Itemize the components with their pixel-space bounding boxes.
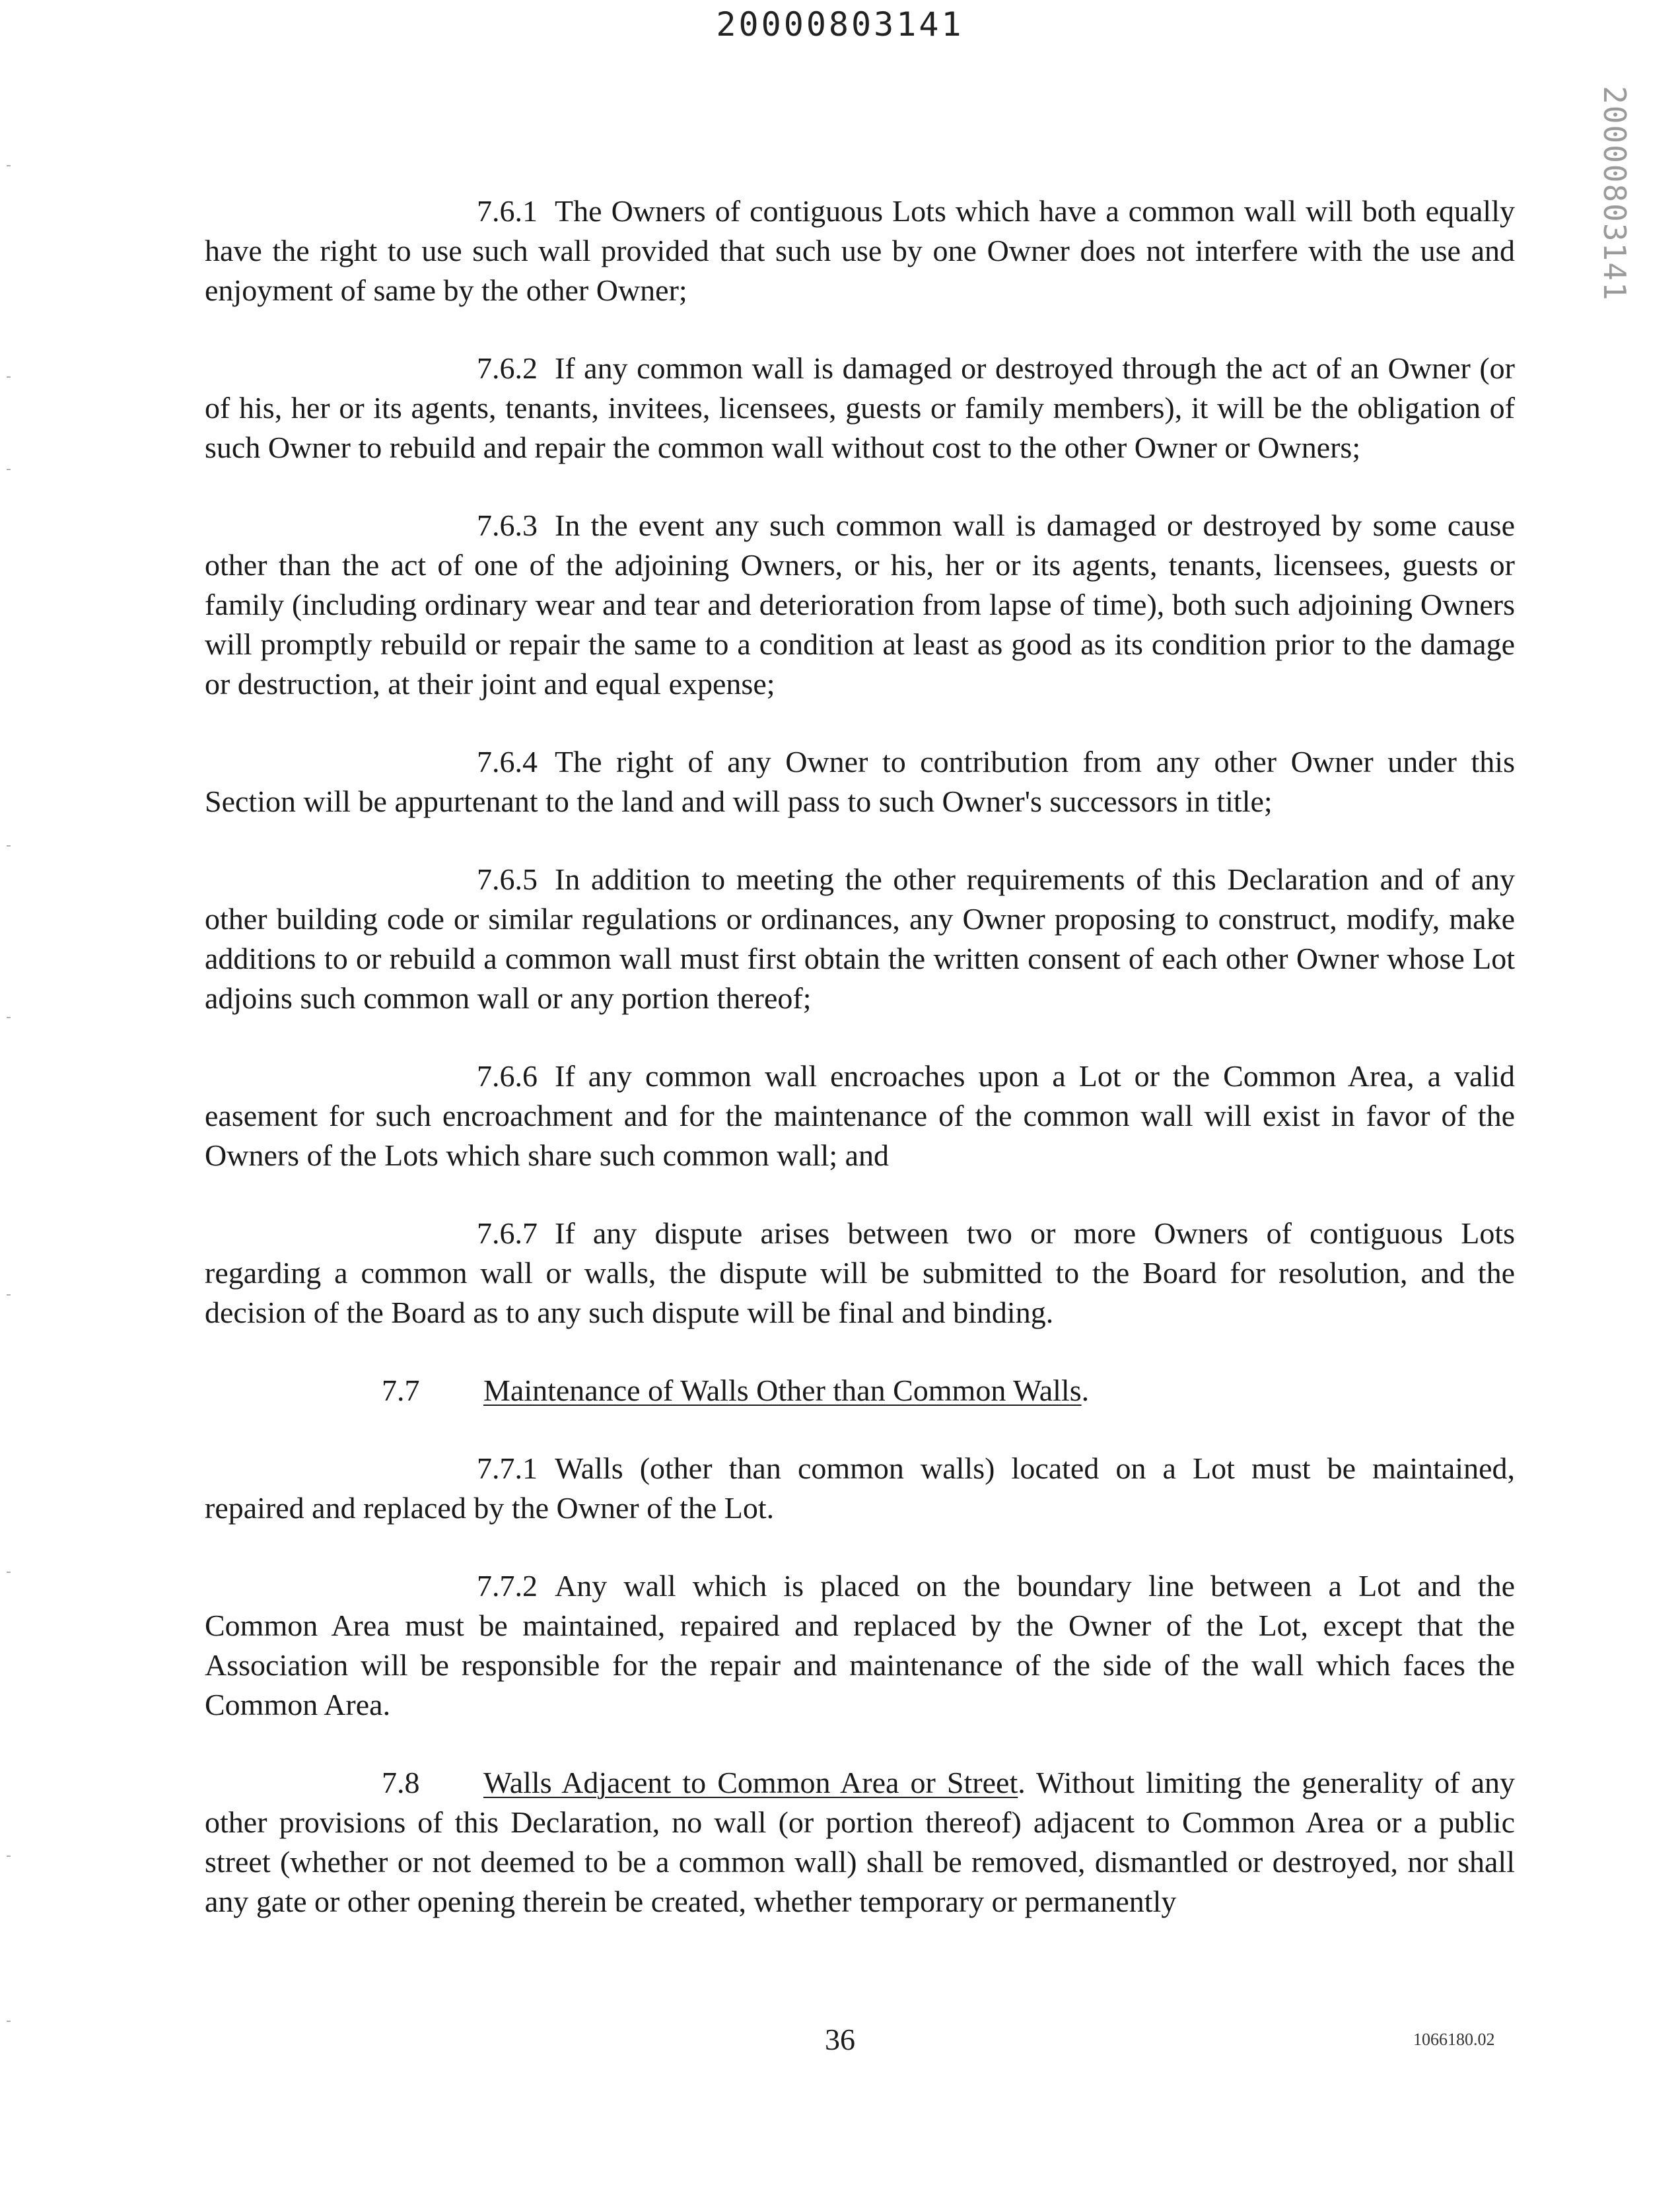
section-text: If any dispute arises between two or more Owners of contiguous Lots regarding a common wall or walls, the dispute will be submitted to the Board for resolution, and the decision of the Board as to any such dispute will be final and binding. xyxy=(205,1216,1515,1329)
section-title: Walls Adjacent to Common Area or Street xyxy=(483,1766,1018,1799)
section-7-7-1 xyxy=(205,1449,1515,1528)
section-7-6-2 xyxy=(205,349,1515,468)
section-7-6-6 xyxy=(205,1057,1515,1175)
section-7-8 xyxy=(205,1763,1515,1922)
section-number: 7.6.7 xyxy=(477,1216,538,1250)
section-7-7-2 xyxy=(205,1566,1515,1725)
margin-mark xyxy=(7,845,11,847)
section-number: 7.6.5 xyxy=(477,862,538,896)
section-title: Maintenance of Walls Other than Common Walls xyxy=(483,1373,1082,1407)
section-text: If any common wall is damaged or destroyed through the act of an Owner (or of his, her or its agents, tenants, invitees, licensees, guests or family members), it will be the obligation of such Owner to rebuild and repair the common wall without cost to the other Owner or Owners; xyxy=(205,351,1515,464)
section-text: The Owners of contiguous Lots which have a common wall will both equally have the right to use such wall provided that such use by one Owner does not interfere with the use and enjoyment of same by the other Owner; xyxy=(205,194,1515,307)
section-title-trail: . xyxy=(1081,1373,1090,1407)
margin-mark xyxy=(7,469,11,470)
document-number-header: 20000803141 xyxy=(716,5,964,44)
document-id: 1066180.02 xyxy=(1413,2030,1495,2049)
section-number: 7.7.2 xyxy=(477,1569,538,1603)
section-7-7-heading xyxy=(205,1371,1515,1410)
section-7-6-5 xyxy=(205,860,1515,1018)
page-number: 36 xyxy=(825,2023,855,2056)
section-number: 7.6.4 xyxy=(477,745,538,779)
section-7-6-4 xyxy=(205,742,1515,821)
margin-mark xyxy=(7,1017,11,1018)
section-text: Walls (other than common walls) located on a Lot must be maintained, repaired and replaced by the Owner of the Lot. xyxy=(205,1451,1515,1525)
document-body xyxy=(205,191,1515,1960)
section-number: 7.7 xyxy=(382,1373,420,1407)
side-stamp xyxy=(1597,86,1636,304)
section-number: 7.8 xyxy=(382,1766,420,1799)
section-text: . Without limiting the generality of any other provisions of this Declaration, no wall (or portion thereof) adjacent to Common Area or a public street (whether or not deemed to be a common wall) shall be removed, dismantled or destroyed, nor shall any gate or other opening therein be created, whether temporary or permanently xyxy=(205,1766,1515,1918)
section-text: If any common wall encroaches upon a Lot or the Common Area, a valid easement for such encroachment and for the maintenance of the common wall will exist in favor of the Owners of the Lots which share such common wall; and xyxy=(205,1059,1515,1172)
section-7-6-3 xyxy=(205,506,1515,704)
section-number: 7.6.1 xyxy=(477,194,538,228)
margin-mark xyxy=(7,165,11,166)
side-stamp-text: 20000803141 xyxy=(1597,86,1632,302)
section-7-6-7 xyxy=(205,1214,1515,1333)
section-text: Any wall which is placed on the boundary line between a Lot and the Common Area must be maintained, repaired and replaced by the Owner of the Lot, except that the Association will be responsible for the repair and maintenance of the side of the wall which faces the Common Area. xyxy=(205,1569,1515,1721)
section-7-6-1 xyxy=(205,191,1515,310)
section-number: 7.7.1 xyxy=(477,1451,538,1485)
section-text: In addition to meeting the other requirements of this Declaration and of any other building code or similar regulations or ordinances, any Owner proposing to construct, modify, make additions to or rebuild a common wall must first obtain the written consent of each other Owner whose Lot adjoins such common wall or any portion thereof; xyxy=(205,862,1515,1015)
margin-mark xyxy=(7,376,11,378)
margin-mark xyxy=(7,1856,11,1857)
margin-mark xyxy=(7,1572,11,1573)
margin-mark xyxy=(7,1294,11,1296)
section-number: 7.6.2 xyxy=(477,351,538,385)
section-text: In the event any such common wall is damaged or destroyed by some cause other than the act of one of the adjoining Owners, or his, her or its agents, tenants, licensees, guests or family (including ordinary wear and tear and deterioration from lapse of time), both such adjoining Owners will promptly rebuild or repair the same to a condition at least as good as its condition prior to the damage or destruction, at their joint and equal expense; xyxy=(205,508,1515,701)
section-text: The right of any Owner to contribution from any other Owner under this Section will be appurtenant to the land and will pass to such Owner's successors in title; xyxy=(205,745,1515,818)
section-number: 7.6.6 xyxy=(477,1059,538,1093)
section-number: 7.6.3 xyxy=(477,508,538,542)
